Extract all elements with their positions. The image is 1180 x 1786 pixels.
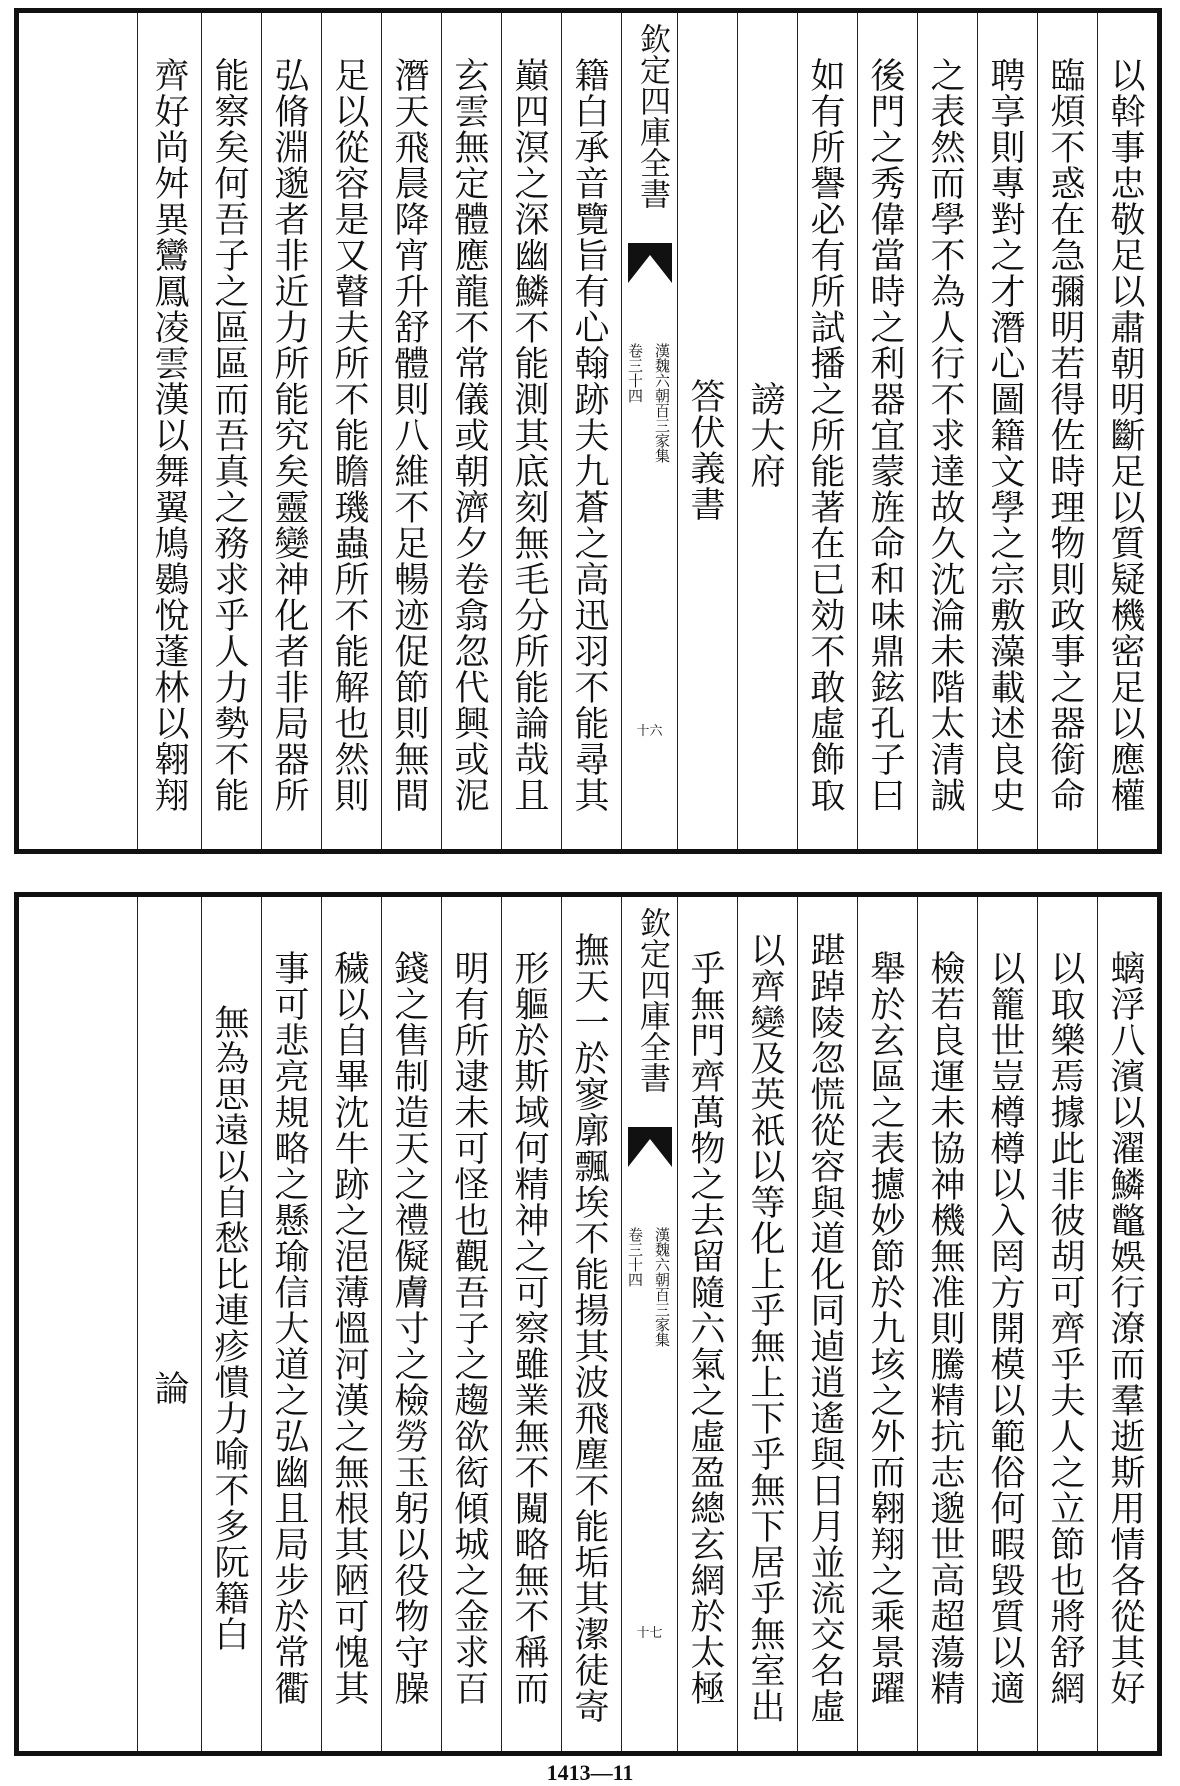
top-page <box>14 8 1162 854</box>
volume-label: 卷三十四 <box>626 343 644 403</box>
text-column: 弘脩淵邈者非近力所能究矣靈變神化者非局器所 <box>261 13 321 849</box>
bottom-page-gutter <box>621 897 677 1751</box>
text-column: 潛天飛晨降宵升舒體則八維不足暢迹促節則無間 <box>381 13 441 849</box>
letter-title-column: 答伏義書 <box>677 13 737 849</box>
text-column: 之表然而學不為人行不求達故久沈淪未階太清誠 <box>917 13 977 849</box>
folio-number: 十六 <box>636 724 663 739</box>
volume-label: 卷三十四 <box>626 1227 644 1287</box>
bottom-page-columns <box>19 897 1157 1751</box>
text-column: 舉於玄區之表攄妙節於九垓之外而翱翔之乘景躍 <box>857 897 917 1751</box>
text-column: 足以從容是又瞽夫所不能瞻璣蟲所不能解也然則 <box>321 13 381 849</box>
text-column: 踸踔陵忽慌從容與道化同逌逍遙與日月並流交名虛 <box>797 897 857 1751</box>
text-column: 以籠世豈樽樽以入罔方開模以範俗何暇毀質以適 <box>977 897 1037 1751</box>
text-column: 以取樂焉據此非彼胡可齊乎夫人之立節也將舒網 <box>1037 897 1097 1751</box>
text-column: 能察矣何吾子之區區而吾真之務求乎人力勢不能 <box>201 13 261 849</box>
text-column: 螭浮八濱以濯鱗鼈娛行潦而羣逝斯用情各從其好 <box>1097 897 1157 1751</box>
text-column: 巔四溟之深幽鱗不能測其底刻無毛分所能論哉且 <box>501 13 561 849</box>
series-title: 欽定四庫全書 <box>634 23 670 209</box>
text-column: 以齊變及英祇以等化上乎無上下乎無下居乎無室出 <box>737 897 797 1751</box>
text-column: 明有所逮未可怪也觀吾子之趨欲衒傾城之金求百 <box>441 897 501 1751</box>
text-column: 以斡事忠敬足以肅朝明斷足以質疑機密足以應權 <box>1097 13 1157 849</box>
text-column: 後門之秀偉當時之利器宜蒙旌命和味鼎鉉孔子曰 <box>857 13 917 849</box>
collection-title: 漢魏六朝百三家集 <box>653 343 671 463</box>
bottom-page <box>14 892 1162 1756</box>
fish-tail-mark-icon <box>628 1127 672 1167</box>
text-column: 錢之售制造天之禮儗膚寸之檢勞玉躬以役物守臊 <box>381 897 441 1751</box>
top-page-gutter <box>621 13 677 849</box>
text-column: 臨煩不惑在急彌明若得佐時理物則政事之器銜命 <box>1037 13 1097 849</box>
text-column: 穢以自畢沈牛跡之浥薄慍河漢之無根其陋可愧其 <box>321 897 381 1751</box>
text-column: 聘享則專對之才潛心圖籍文學之宗敷藻載述良史 <box>977 13 1037 849</box>
folio-number: 十七 <box>636 1626 663 1641</box>
text-column: 檢若良運未協神機無准則騰精抗志邈世高超蕩精 <box>917 897 977 1751</box>
collection-title: 漢魏六朝百三家集 <box>653 1227 671 1347</box>
text-column: 如有所譽必有所試播之所能著在已効不敢虛飾取 <box>797 13 857 849</box>
fish-tail-mark-icon <box>628 243 672 283</box>
page-number: 1413—11 <box>546 1760 634 1785</box>
text-column: 事可悲亮規略之懸瑜信大道之弘幽且局步於常衢 <box>261 897 321 1751</box>
text-column: 無為思遠以自愁比連疹憒力喻不多阮籍白 <box>201 897 261 1751</box>
text-column: 謗大府 <box>737 13 797 849</box>
text-column: 撫天一於寥廓飄埃不能揚其波飛塵不能垢其潔徒寄 <box>561 897 621 1751</box>
text-column: 玄雲無定體應龍不常儀或朝濟夕卷翕忽代興或泥 <box>441 13 501 849</box>
essay-title-column: 論 <box>137 897 201 1751</box>
text-column: 籍白承音覽旨有心翰跡夫九蒼之高迅羽不能尋其 <box>561 13 621 849</box>
text-column: 形軀於斯域何精神之可察雖業無不闚略無不稱而 <box>501 897 561 1751</box>
text-column: 齊好尚舛異鸞鳳凌雲漢以舞翼鳩鷃悅蓬林以翱翔 <box>137 13 201 849</box>
top-page-columns <box>19 13 1157 849</box>
text-column: 乎無門齊萬物之去留隨六氣之虛盈總玄網於太極 <box>677 897 737 1751</box>
series-title: 欽定四庫全書 <box>634 907 670 1093</box>
